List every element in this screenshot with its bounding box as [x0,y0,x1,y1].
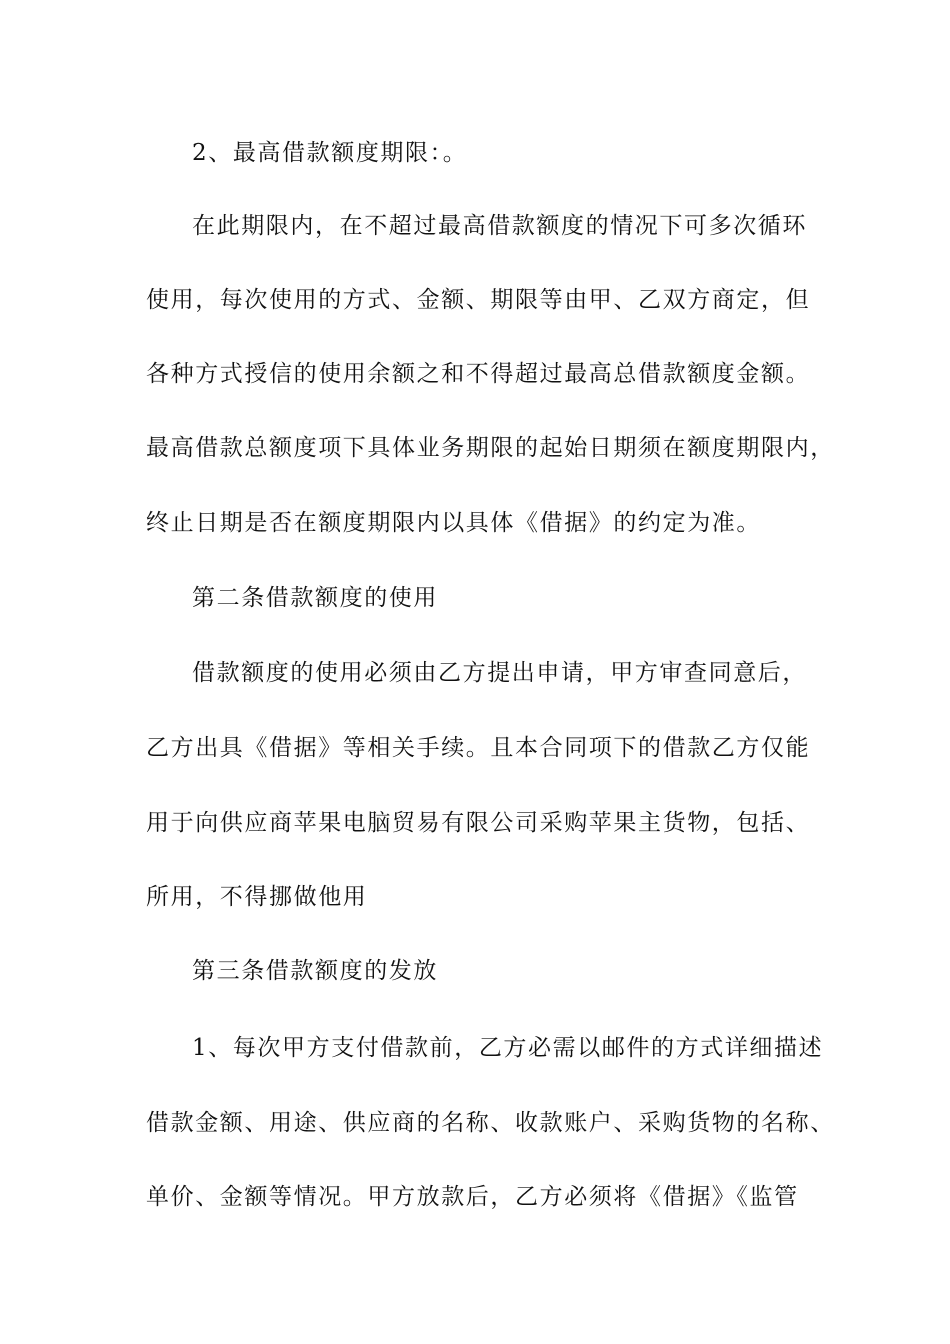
section-heading: 第二条借款额度的使用 [192,585,438,611]
paragraph-line: 用于向供应商苹果电脑贸易有限公司采购苹果主货物，包括、 [146,810,811,836]
paragraph-line: 乙方出具《借据》等相关手续。且本合同项下的借款乙方仅能 [146,735,811,761]
paragraph-line: 所用，不得挪做他用 [146,884,368,910]
paragraph-line: 1、每次甲方支付借款前，乙方必需以邮件的方式详细描述 [192,1035,824,1061]
paragraph-line: 借款金额、用途、供应商的名称、收款账户、采购货物的名称、 [146,1110,835,1136]
paragraph-line: 2、最高借款额度期限：。 [192,140,468,166]
paragraph-line: 使用，每次使用的方式、金额、期限等由甲、乙双方商定，但 [146,287,811,313]
paragraph-line: 单价、金额等情况。甲方放款后，乙方必须将《借据》《监管 [146,1184,799,1210]
paragraph-line: 借款额度的使用必须由乙方提出申请，甲方审查同意后， [192,660,807,686]
paragraph-line: 最高借款总额度项下具体业务期限的起始日期须在额度期限内， [146,435,835,461]
paragraph-line: 各种方式授信的使用余额之和不得超过最高总借款额度金额。 [146,361,811,387]
section-heading: 第三条借款额度的发放 [192,958,438,984]
paragraph-line: 在此期限内，在不超过最高借款额度的情况下可多次循环 [192,213,807,239]
paragraph-line: 终止日期是否在额度期限内以具体《借据》的约定为准。 [146,510,761,536]
